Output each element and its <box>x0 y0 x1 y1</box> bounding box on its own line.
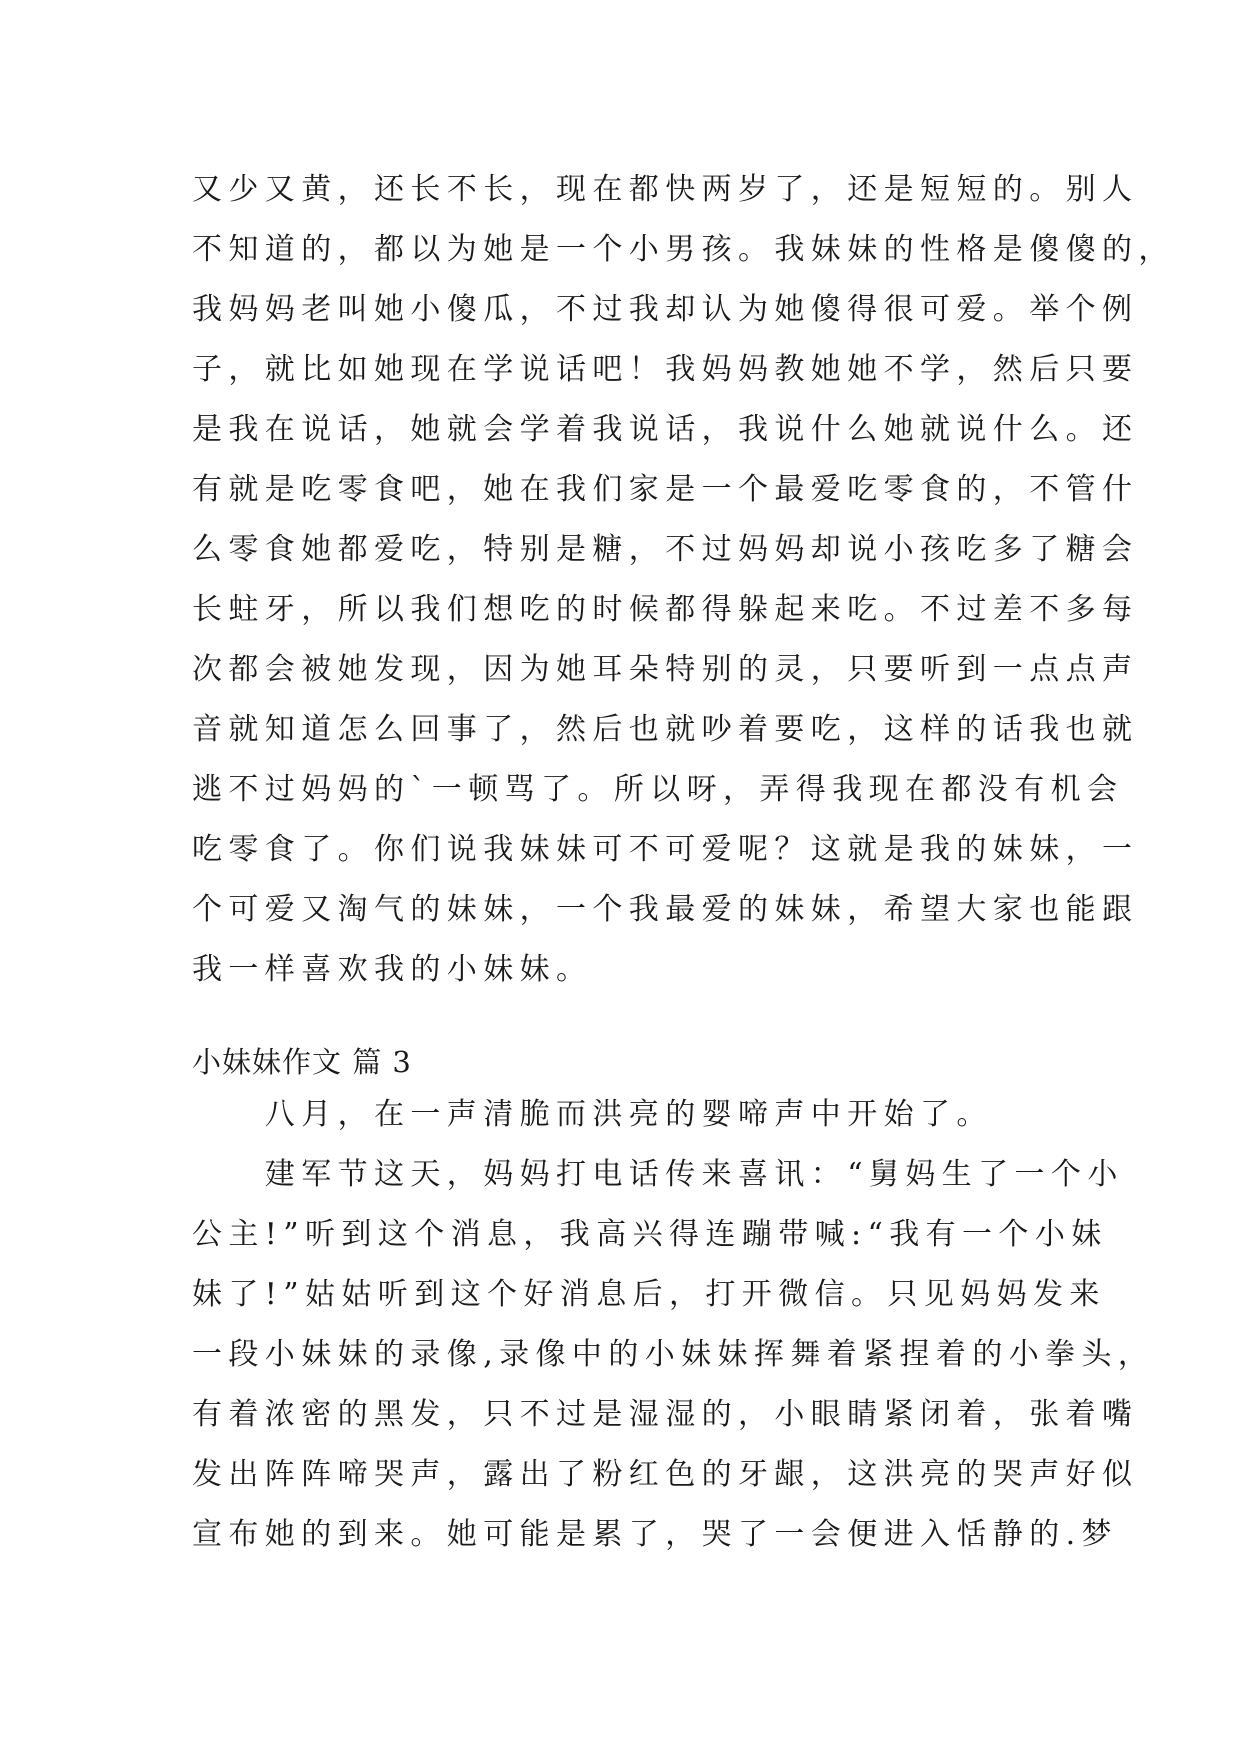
text-line: 我妈妈老叫她小傻瓜，不过我却认为她傻得很可爱。举个例 <box>192 292 1139 327</box>
text-line: 宣布她的到来。她可能是累了，哭了一会便进入恬静的.梦 <box>192 1517 1118 1552</box>
text-line: 次都会被她发现，因为她耳朵特别的灵，只要听到一点点声 <box>192 652 1139 687</box>
text-line: 八月，在一声清脆而洪亮的婴啼声中开始了。 <box>192 1097 993 1132</box>
text-line: 音就知道怎么回事了，然后也就吵着要吃，这样的话我也就 <box>192 712 1139 747</box>
text-line: 长蛀牙，所以我们想吃的时候都得躲起来吃。不过差不多每 <box>192 592 1139 627</box>
text-line: 不知道的，都以为她是一个小男孩。我妹妹的性格是傻傻的， <box>192 232 1175 267</box>
text-line: 是我在说话，她就会学着我说话，我说什么她就说什么。还 <box>192 412 1139 447</box>
text-line: 有着浓密的黑发，只不过是湿湿的，小眼睛紧闭着，张着嘴 <box>192 1397 1139 1432</box>
section-heading: 小妹妹作文 篇 3 <box>192 1045 412 1079</box>
text-line: 吃零食了。你们说我妹妹可不可爱呢？这就是我的妹妹，一 <box>192 832 1139 867</box>
text-line: 公主!”听到这个消息，我高兴得连蹦带喊:“我有一个小妹 <box>192 1217 1108 1252</box>
text-line: 妹了!”姑姑听到这个好消息后，打开微信。只见妈妈发来 <box>192 1277 1106 1312</box>
text-line: 有就是吃零食吧，她在我们家是一个最爱吃零食的，不管什 <box>192 472 1139 507</box>
text-line: 发出阵阵啼哭声，露出了粉红色的牙龈，这洪亮的哭声好似 <box>192 1457 1139 1492</box>
text-line: 逃不过妈妈的`一顿骂了。所以呀，弄得我现在都没有机会 <box>192 772 1124 807</box>
text-line: 我一样喜欢我的小妹妹。 <box>192 952 593 987</box>
text-line: 一段小妹妹的录像,录像中的小妹妹挥舞着紧捏着的小拳头， <box>192 1337 1155 1372</box>
essay-continued-text <box>192 160 1175 1000</box>
text-line: 么零食她都爱吃，特别是糖，不过妈妈却说小孩吃多了糖会 <box>192 532 1139 567</box>
text-line: 子，就比如她现在学说话吧！我妈妈教她她不学，然后只要 <box>192 352 1139 387</box>
text-line: 个可爱又淘气的妹妹，一个我最爱的妹妹，希望大家也能跟 <box>192 892 1139 927</box>
essay-section-3-text <box>192 1085 1155 1565</box>
text-line: 又少又黄，还长不长，现在都快两岁了，还是短短的。别人 <box>192 172 1139 207</box>
text-line: 建军节这天，妈妈打电话传来喜讯：“舅妈生了一个小 <box>192 1157 1124 1192</box>
